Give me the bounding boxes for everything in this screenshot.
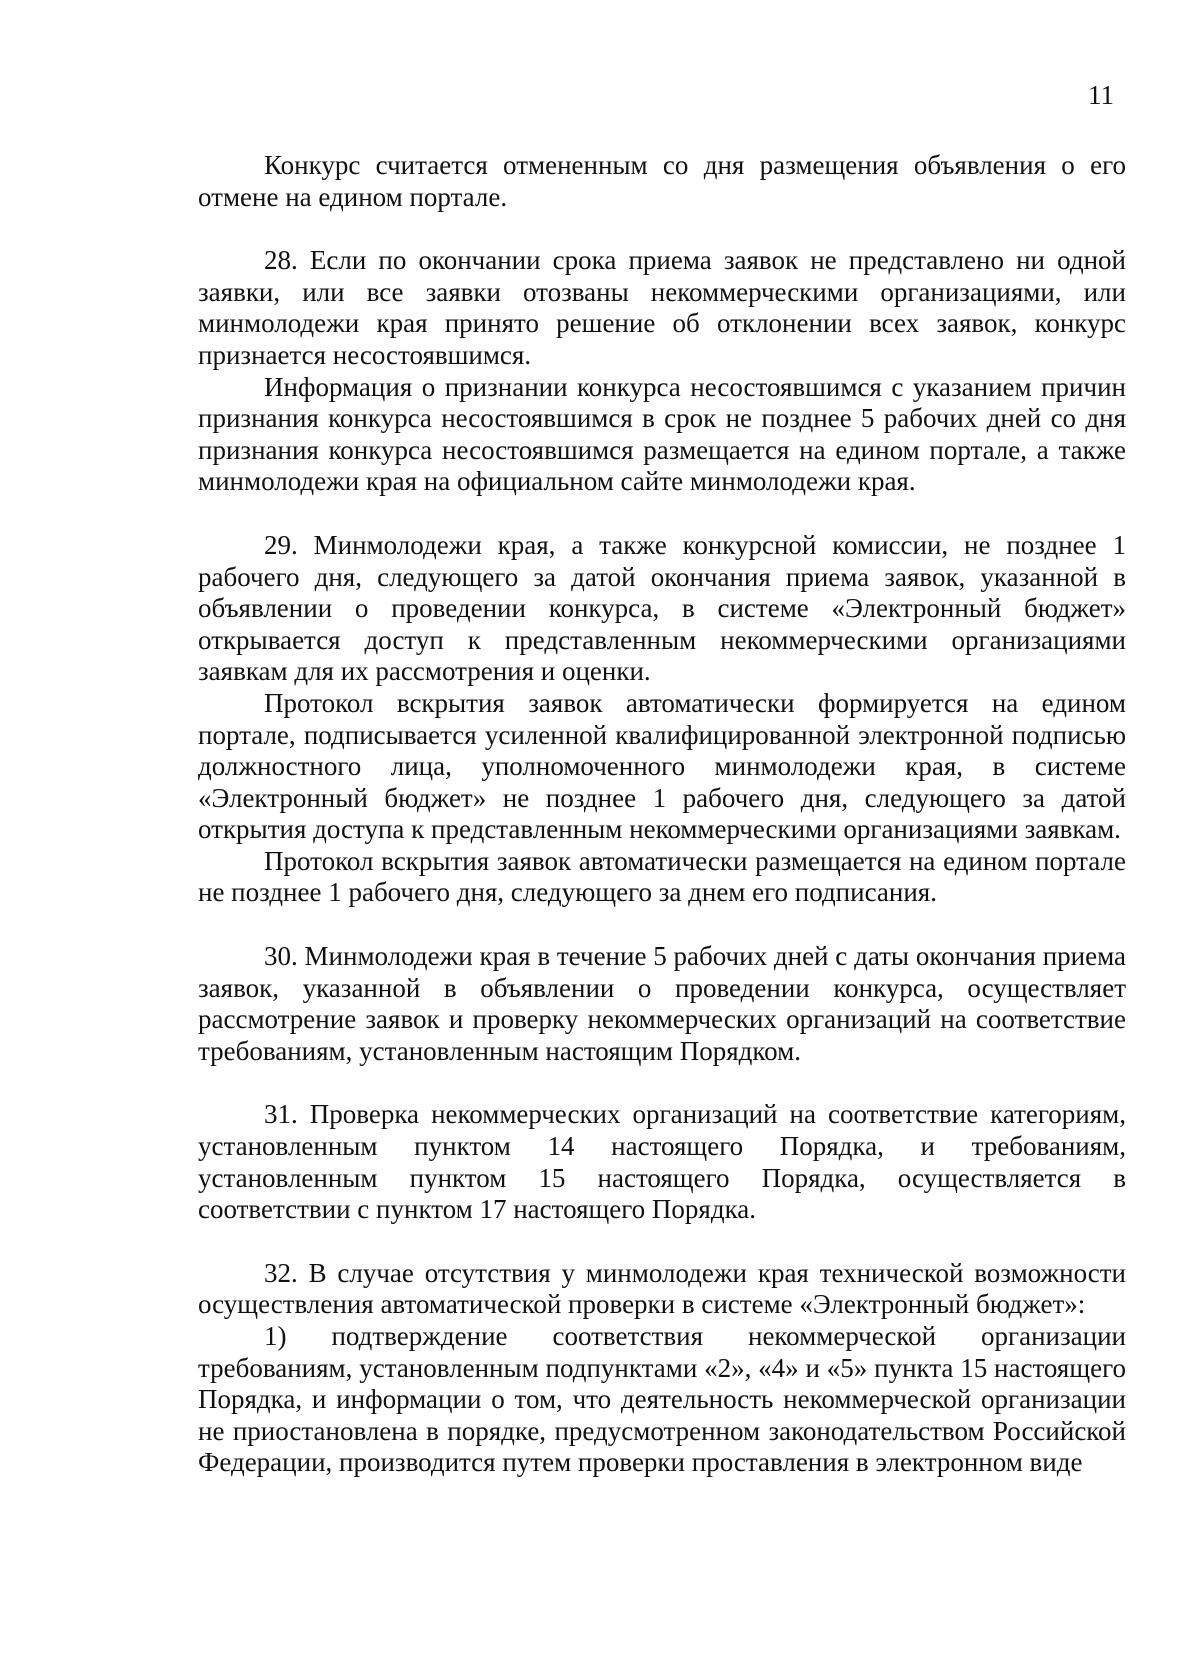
paragraph: Информация о признании конкурса несостоявшимся с указанием причин признания конкурса несостоявшимся в срок не позднее 5 рабочих дней со дня признания конкурса несостоявшимся размещается на едином портале, а также минмолодежи края на официальном сайте минмолодежи края. bbox=[198, 371, 1126, 497]
page-number: 11 bbox=[1088, 80, 1114, 110]
paragraph: Протокол вскрытия заявок автоматически размещается на едином портале не позднее 1 рабочего дня, следующего за днем его подписания. bbox=[198, 845, 1126, 908]
paragraph: 29. Минмолодежи края, а также конкурсной комиссии, не позднее 1 рабочего дня, следующего за датой окончания приема заявок, указанной в объявлении о проведении конкурса, в системе «Электронный бюджет» открывается доступ к представленным некоммерческими организациями заявкам для их рассмотрения и оценки. bbox=[198, 529, 1126, 687]
section-32 bbox=[198, 1258, 1126, 1479]
section-29 bbox=[198, 530, 1126, 909]
document-body bbox=[198, 150, 1126, 1511]
paragraph: 32. В случае отсутствия у минмолодежи края технической возможности осуществления автоматической проверки в системе «Электронный бюджет»: bbox=[198, 1257, 1126, 1320]
paragraph: 1) подтверждение соответствия некоммерческой организации требованиям, установленным подпунктами «2», «4» и «5» пункта 15 настоящего Порядка, и информации о том, что деятельность некоммерческой организации не приостановлена в порядке, предусмотренном законодательством Российской Федерации, производится путем проверки проставления в электронном виде bbox=[198, 1321, 1126, 1478]
paragraph: 28. Если по окончании срока приема заявок не представлено ни одной заявки, или все заявки отозваны некоммерческими организациями, или минмолодежи края принято решение об отклонении всех заявок, конкурс признается несостоявшимся. bbox=[198, 245, 1126, 370]
paragraph: 30. Минмолодежи края в течение 5 рабочих дней с даты окончания приема заявок, указанной в объявлении о проведении конкурса, осуществляет рассмотрение заявок и проверку некоммерческих организаций на соответствие требованиям, установленным настоящим Порядком. bbox=[198, 941, 1126, 1066]
paragraph: Конкурс считается отмененным со дня размещения объявления о его отмене на едином портале. bbox=[198, 150, 1126, 212]
section-30 bbox=[198, 941, 1126, 1067]
paragraph: 31. Проверка некоммерческих организаций на соответствие категориям, установленным пунктом 14 настоящего Порядка, и требованиям, установленным пунктом 15 настоящего Порядка, осуществляется в соответствии с пунктом 17 настоящего Порядка. bbox=[198, 1099, 1126, 1225]
section-cancellation bbox=[198, 150, 1126, 213]
section-28 bbox=[198, 245, 1126, 498]
section-31 bbox=[198, 1099, 1126, 1225]
paragraph: Протокол вскрытия заявок автоматически формируется на едином портале, подписывается усиленной квалифицированной электронной подписью должностного лица, уполномоченного минмолодежи края, в системе «Электронный бюджет» не позднее 1 рабочего дня, следующего за датой открытия доступа к представленным некоммерческими организациями заявкам. bbox=[198, 687, 1126, 845]
